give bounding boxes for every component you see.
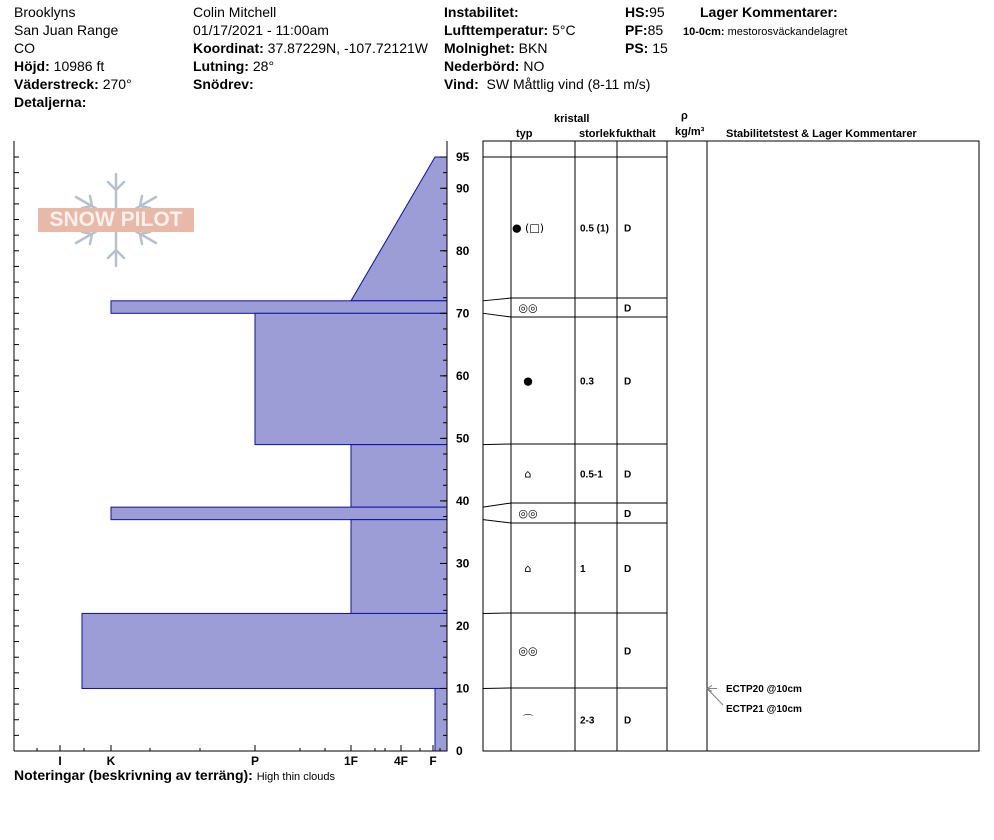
layer-comment-depth: 10-0cm: [683, 26, 725, 38]
moisture-5: D [624, 509, 632, 520]
depth-label-10: 10 [456, 681, 470, 696]
hardness-label-I: I [58, 754, 62, 768]
depth-label-70: 70 [456, 306, 470, 321]
depth-connector [483, 503, 511, 507]
moisture-3: D [624, 376, 632, 388]
hardness-layer-7 [82, 613, 447, 688]
elevation-value: 10986 ft [53, 58, 105, 74]
grain-type-8: ⌒ [522, 713, 534, 727]
instability-label: Instabilitet: [444, 4, 519, 20]
hardness-layer-1 [351, 157, 447, 301]
air-temperature-label: Lufttemperatur: [444, 22, 549, 38]
ps-value: 15 [652, 40, 668, 56]
hardness-label-P: P [250, 754, 260, 768]
depth-label-90: 90 [456, 181, 470, 196]
aspect-label: Väderstreck: [14, 76, 99, 92]
moisture-6: D [624, 564, 632, 575]
depth-label-20: 20 [456, 618, 470, 633]
coordinates-value: 37.87229N, -107.72121W [267, 40, 428, 56]
header-stability: Stabilitetstest & Lager Kommentarer [726, 128, 917, 140]
stability-arrow-2 [707, 688, 723, 705]
hardness-layer-5 [111, 507, 447, 520]
precipitation-label: Nederbörd: [444, 58, 520, 74]
grain-size-8: 2-3 [580, 715, 595, 727]
grain-type-5: ◎◎ [518, 507, 538, 520]
stability-test-1: ECTP20 @10cm [726, 684, 802, 695]
hardness-label-1F: 1F [343, 754, 359, 768]
header-density-unit: kg/m³ [675, 126, 705, 138]
moisture-1: D [624, 223, 632, 235]
layer-comment-text: mestorosväckandelagret [727, 26, 848, 38]
moisture-2: D [624, 303, 632, 315]
hardness-layer-2 [111, 301, 447, 314]
precipitation-value: NO [523, 58, 545, 74]
hs-label: HS: [625, 4, 650, 20]
grain-type-1: ● (□) [511, 221, 545, 235]
depth-connector [483, 313, 511, 317]
depth-label-0: 0 [456, 744, 463, 758]
depth-label-95: 95 [456, 150, 470, 164]
header-kristall: kristall [554, 113, 590, 125]
pf-value: 85 [647, 22, 664, 38]
grain-type-7: ◎◎ [518, 644, 538, 658]
grain-size-4: 0.5-1 [580, 469, 603, 481]
snowpilot-logo-text: SNOW PILOT [38, 208, 194, 232]
moisture-4: D [624, 469, 632, 481]
pf-label: PF: [625, 22, 648, 38]
depth-label-30: 30 [456, 556, 470, 571]
grain-size-1: 0.5 (1) [580, 223, 609, 235]
depth-label-50: 50 [456, 431, 470, 446]
grain-type-6: ⌂ [524, 562, 532, 575]
moisture-8: D [624, 715, 632, 727]
depth-connector [483, 444, 511, 445]
grain-type-2: ◎◎ [518, 301, 538, 315]
depth-label-80: 80 [456, 243, 470, 258]
hardness-label-K: K [106, 754, 116, 768]
cloud-cover-value: BKN [518, 40, 548, 56]
header-size: storlek [579, 128, 616, 140]
hs-value: 95 [649, 4, 665, 20]
grain-size-6: 1 [580, 564, 586, 575]
observer: Colin Mitchell [193, 4, 277, 20]
depth-connector [483, 520, 511, 523]
air-temperature-value: 5°C [552, 22, 576, 38]
wind-label: Vind: [444, 76, 479, 92]
depth-label-60: 60 [456, 368, 470, 383]
snow-drift-label: Snödrev: [193, 76, 254, 92]
hardness-layer-6 [351, 520, 447, 614]
hardness-label-4F: 4F [393, 754, 409, 768]
stability-test-2: ECTP21 @10cm [726, 704, 802, 715]
grain-size-3: 0.3 [580, 376, 594, 388]
hardness-label-F: F [429, 754, 437, 768]
state: CO [14, 40, 35, 56]
layer-table-frame [483, 141, 979, 751]
header-rho: ρ [681, 110, 688, 122]
hardness-layer-4 [351, 445, 447, 508]
cloud-cover-label: Molnighet: [444, 40, 515, 56]
coordinates-label: Koordinat: [193, 40, 264, 56]
depth-label-40: 40 [456, 493, 470, 508]
date-time: 01/17/2021 - 11:00am [193, 22, 329, 38]
wind-value: SW Måttlig vind (8-11 m/s) [486, 76, 651, 92]
grain-type-4: ⌂ [524, 467, 532, 481]
slope-label: Lutning: [193, 58, 249, 74]
terrain-notes-label: Noteringar (beskrivning av terräng): [14, 767, 253, 783]
header-moisture: fukthalt [616, 128, 656, 140]
details-label: Detaljerna: [14, 94, 87, 110]
moisture-7: D [624, 646, 632, 658]
mountain-range: San Juan Range [14, 22, 119, 38]
slope-value: 28° [252, 58, 275, 74]
header-type: typ [516, 128, 533, 140]
ps-label: PS: [625, 40, 649, 56]
depth-connector [483, 298, 511, 301]
terrain-notes-value: High thin clouds [256, 771, 335, 783]
hardness-layer-3 [255, 313, 447, 444]
elevation-label: Höjd: [14, 58, 50, 74]
layer-comments-title: Lager Kommentarer: [700, 4, 838, 20]
grain-type-3: ● [523, 374, 533, 388]
site-name: Brooklyns [14, 4, 76, 20]
aspect-value: 270° [102, 76, 132, 92]
